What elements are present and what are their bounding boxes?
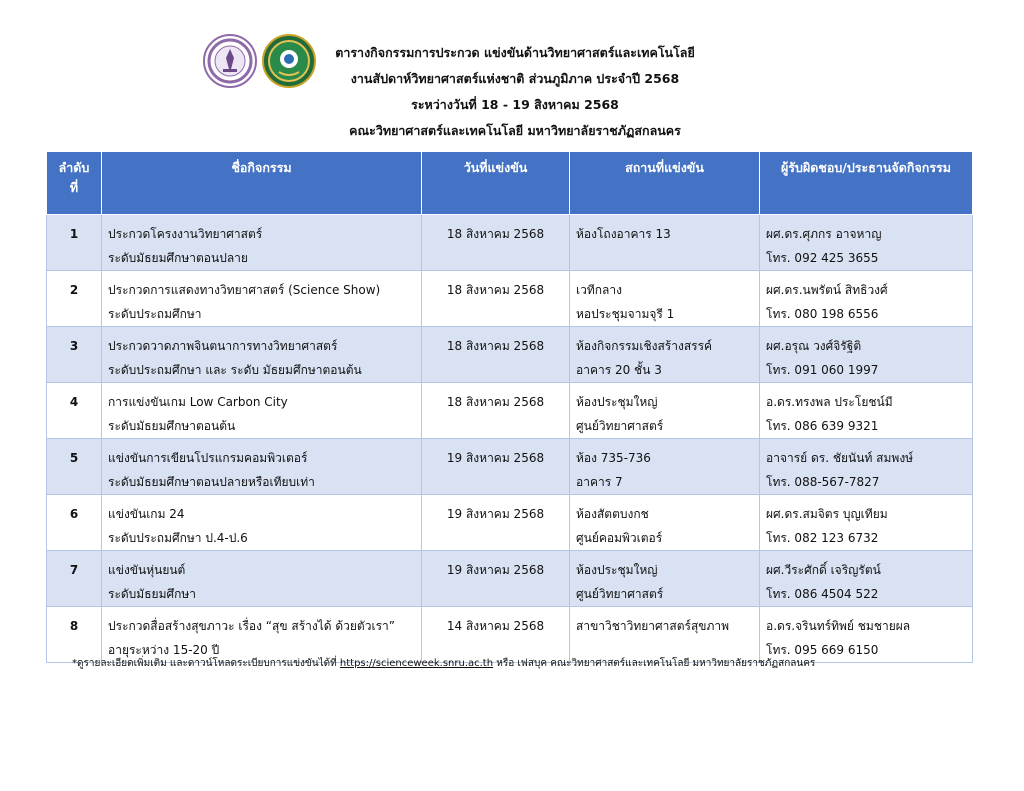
activity-cell	[102, 383, 422, 439]
owner-name: ผศ.ดร.ศุภกร อาจหาญ	[766, 227, 882, 241]
venue-line1: ห้องประชุมใหญ่	[576, 395, 658, 409]
row-number: 4	[47, 383, 102, 439]
date-cell: 18 สิงหาคม 2568	[422, 271, 570, 327]
header-organizer: คณะวิทยาศาสตร์และเทคโนโลยี มหาวิทยาลัยราชภัฏสกลนคร	[349, 123, 681, 138]
owner-cell	[760, 383, 973, 439]
venue-cell	[570, 271, 760, 327]
owner-name: อ.ดร.ทรงพล ประโยชน์มี	[766, 395, 893, 409]
venue-line2: ศูนย์วิทยาศาสตร์	[576, 419, 664, 433]
date-cell: 18 สิงหาคม 2568	[422, 215, 570, 271]
col-header-date: วันที่แข่งขัน	[422, 152, 570, 215]
activity-level: ระดับประถมศึกษา และ ระดับ มัธยมศึกษาตอนต้น	[108, 363, 362, 377]
table-row	[47, 215, 973, 271]
activity-name: ประกวดสื่อสร้างสุขภาวะ เรื่อง “สุข สร้างได้ ด้วยตัวเรา”	[108, 619, 395, 633]
row-number: 3	[47, 327, 102, 383]
col-header-owner: ผู้รับผิดชอบ/ประธานจัดกิจกรรม	[760, 152, 973, 215]
owner-phone: โทร. 086 4504 522	[766, 587, 879, 601]
activity-name: แข่งขันหุ่นยนต์	[108, 563, 186, 577]
date-cell: 18 สิงหาคม 2568	[422, 383, 570, 439]
owner-phone: โทร. 095 669 6150	[766, 643, 879, 657]
venue-line1: ห้องโถงอาคาร 13	[576, 227, 671, 241]
date-cell: 19 สิงหาคม 2568	[422, 495, 570, 551]
venue-line1: ห้องกิจกรรมเชิงสร้างสรรค์	[576, 339, 713, 353]
footnote	[72, 656, 815, 671]
owner-name: ผศ.วีระศักดิ์ เจริญรัตน์	[766, 563, 881, 577]
venue-cell	[570, 495, 760, 551]
activity-cell	[102, 607, 422, 663]
activity-cell	[102, 215, 422, 271]
venue-cell	[570, 215, 760, 271]
owner-name: ผศ.ดร.สมจิตร บุญเทียม	[766, 507, 888, 521]
venue-line1: เวทีกลาง	[576, 283, 622, 297]
venue-line2: อาคาร 7	[576, 475, 623, 489]
owner-name: ผศ.ดร.นพรัตน์ สิทธิวงศ์	[766, 283, 888, 297]
date-cell: 18 สิงหาคม 2568	[422, 327, 570, 383]
table-row	[47, 607, 973, 663]
col-header-no: ลำดับที่	[47, 152, 102, 215]
venue-line1: ห้องสัตตบงกช	[576, 507, 649, 521]
owner-phone: โทร. 082 123 6732	[766, 531, 879, 545]
activity-level: ระดับมัธยมศึกษา	[108, 587, 197, 601]
date-cell: 14 สิงหาคม 2568	[422, 607, 570, 663]
owner-phone: โทร. 080 198 6556	[766, 307, 879, 321]
activity-level: ระดับมัธยมศึกษาตอนปลาย	[108, 251, 248, 265]
activity-name: การแข่งขันเกม Low Carbon City	[108, 395, 288, 409]
owner-phone: โทร. 092 425 3655	[766, 251, 879, 265]
date-cell: 19 สิงหาคม 2568	[422, 551, 570, 607]
table-header-row	[47, 152, 973, 215]
col-header-venue: สถานที่แข่งขัน	[570, 152, 760, 215]
owner-name: อาจารย์ ดร. ชัยนันท์ สมพงษ์	[766, 451, 914, 465]
owner-phone: โทร. 086 639 9321	[766, 419, 879, 433]
activity-name: แข่งขันเกม 24	[108, 507, 185, 521]
row-number: 1	[47, 215, 102, 271]
table-row	[47, 439, 973, 495]
activity-level: ระดับประถมศึกษา ป.4-ป.6	[108, 531, 248, 545]
owner-cell	[760, 439, 973, 495]
activity-level: อายุระหว่าง 15-20 ปี	[108, 643, 220, 657]
owner-name: อ.ดร.จรินทร์ทิพย์ ชมชายผล	[766, 619, 911, 633]
row-number: 7	[47, 551, 102, 607]
venue-line2: ศูนย์วิทยาศาสตร์	[576, 587, 664, 601]
owner-cell	[760, 327, 973, 383]
activity-level: ระดับมัธยมศึกษาตอนปลายหรือเทียบเท่า	[108, 475, 315, 489]
owner-cell	[760, 215, 973, 271]
activity-name: ประกวดการแสดงทางวิทยาศาสตร์ (Science Show)	[108, 283, 381, 297]
activity-name: แข่งขันการเขียนโปรแกรมคอมพิวเตอร์	[108, 451, 308, 465]
owner-cell	[760, 551, 973, 607]
activity-cell	[102, 495, 422, 551]
activity-cell	[102, 327, 422, 383]
header-event: งานสัปดาห์วิทยาศาสตร์แห่งชาติ ส่วนภูมิภาค ประจำปี 2568	[350, 71, 680, 86]
owner-cell	[760, 495, 973, 551]
venue-line1: ห้องประชุมใหญ่	[576, 563, 658, 577]
scienceweek-link[interactable]: https://scienceweek.snru.ac.th	[339, 658, 494, 669]
date-cell: 19 สิงหาคม 2568	[422, 439, 570, 495]
footnote-suffix: หรือ เฟสบุค คณะวิทยาศาสตร์และเทคโนโลยี มหาวิทยาลัยราชภัฏสกลนคร	[493, 658, 816, 669]
activity-table	[46, 151, 973, 663]
table-row	[47, 271, 973, 327]
footnote-prefix: *ดูรายละเอียดเพิ่มเติม และดาวน์โหลดระเบียบการแข่งขันได้ที่	[72, 658, 340, 669]
venue-cell	[570, 607, 760, 663]
seal-emblem-icon	[205, 36, 255, 86]
activity-cell	[102, 551, 422, 607]
activity-level: ระดับมัธยมศึกษาตอนต้น	[108, 419, 236, 433]
venue-line2: หอประชุมจามจุรี 1	[576, 307, 675, 321]
venue-line1: ห้อง 735-736	[576, 451, 651, 465]
venue-line1: สาขาวิชาวิทยาศาสตร์สุขภาพ	[576, 619, 730, 633]
row-number: 2	[47, 271, 102, 327]
activity-cell	[102, 271, 422, 327]
owner-name: ผศ.อรุณ วงศ์จิรัฐิติ	[766, 339, 862, 353]
table-row	[47, 327, 973, 383]
venue-line2: อาคาร 20 ชั้น 3	[576, 363, 662, 377]
owner-cell	[760, 271, 973, 327]
table-row	[47, 551, 973, 607]
venue-line2: ศูนย์คอมพิวเตอร์	[576, 531, 663, 545]
venue-cell	[570, 439, 760, 495]
table-row	[47, 495, 973, 551]
activity-cell	[102, 439, 422, 495]
document-header	[290, 40, 740, 144]
activity-name: ประกวดวาดภาพจินตนาการทางวิทยาศาสตร์	[108, 339, 338, 353]
activity-level: ระดับประถมศึกษา	[108, 307, 202, 321]
owner-phone: โทร. 091 060 1997	[766, 363, 879, 377]
header-dates: ระหว่างวันที่ 18 - 19 สิงหาคม 2568	[411, 97, 619, 112]
owner-cell	[760, 607, 973, 663]
owner-phone: โทร. 088-567-7827	[766, 475, 880, 489]
row-number: 8	[47, 607, 102, 663]
venue-cell	[570, 383, 760, 439]
row-number: 6	[47, 495, 102, 551]
venue-cell	[570, 327, 760, 383]
venue-cell	[570, 551, 760, 607]
activity-name: ประกวดโครงงานวิทยาศาสตร์	[108, 227, 263, 241]
header-title: ตารางกิจกรรมการประกวด แข่งขันด้านวิทยาศาสตร์และเทคโนโลยี	[335, 45, 695, 60]
table-row	[47, 383, 973, 439]
university-seal-logo	[203, 34, 257, 88]
col-header-activity: ชื่อกิจกรรม	[102, 152, 422, 215]
row-number: 5	[47, 439, 102, 495]
